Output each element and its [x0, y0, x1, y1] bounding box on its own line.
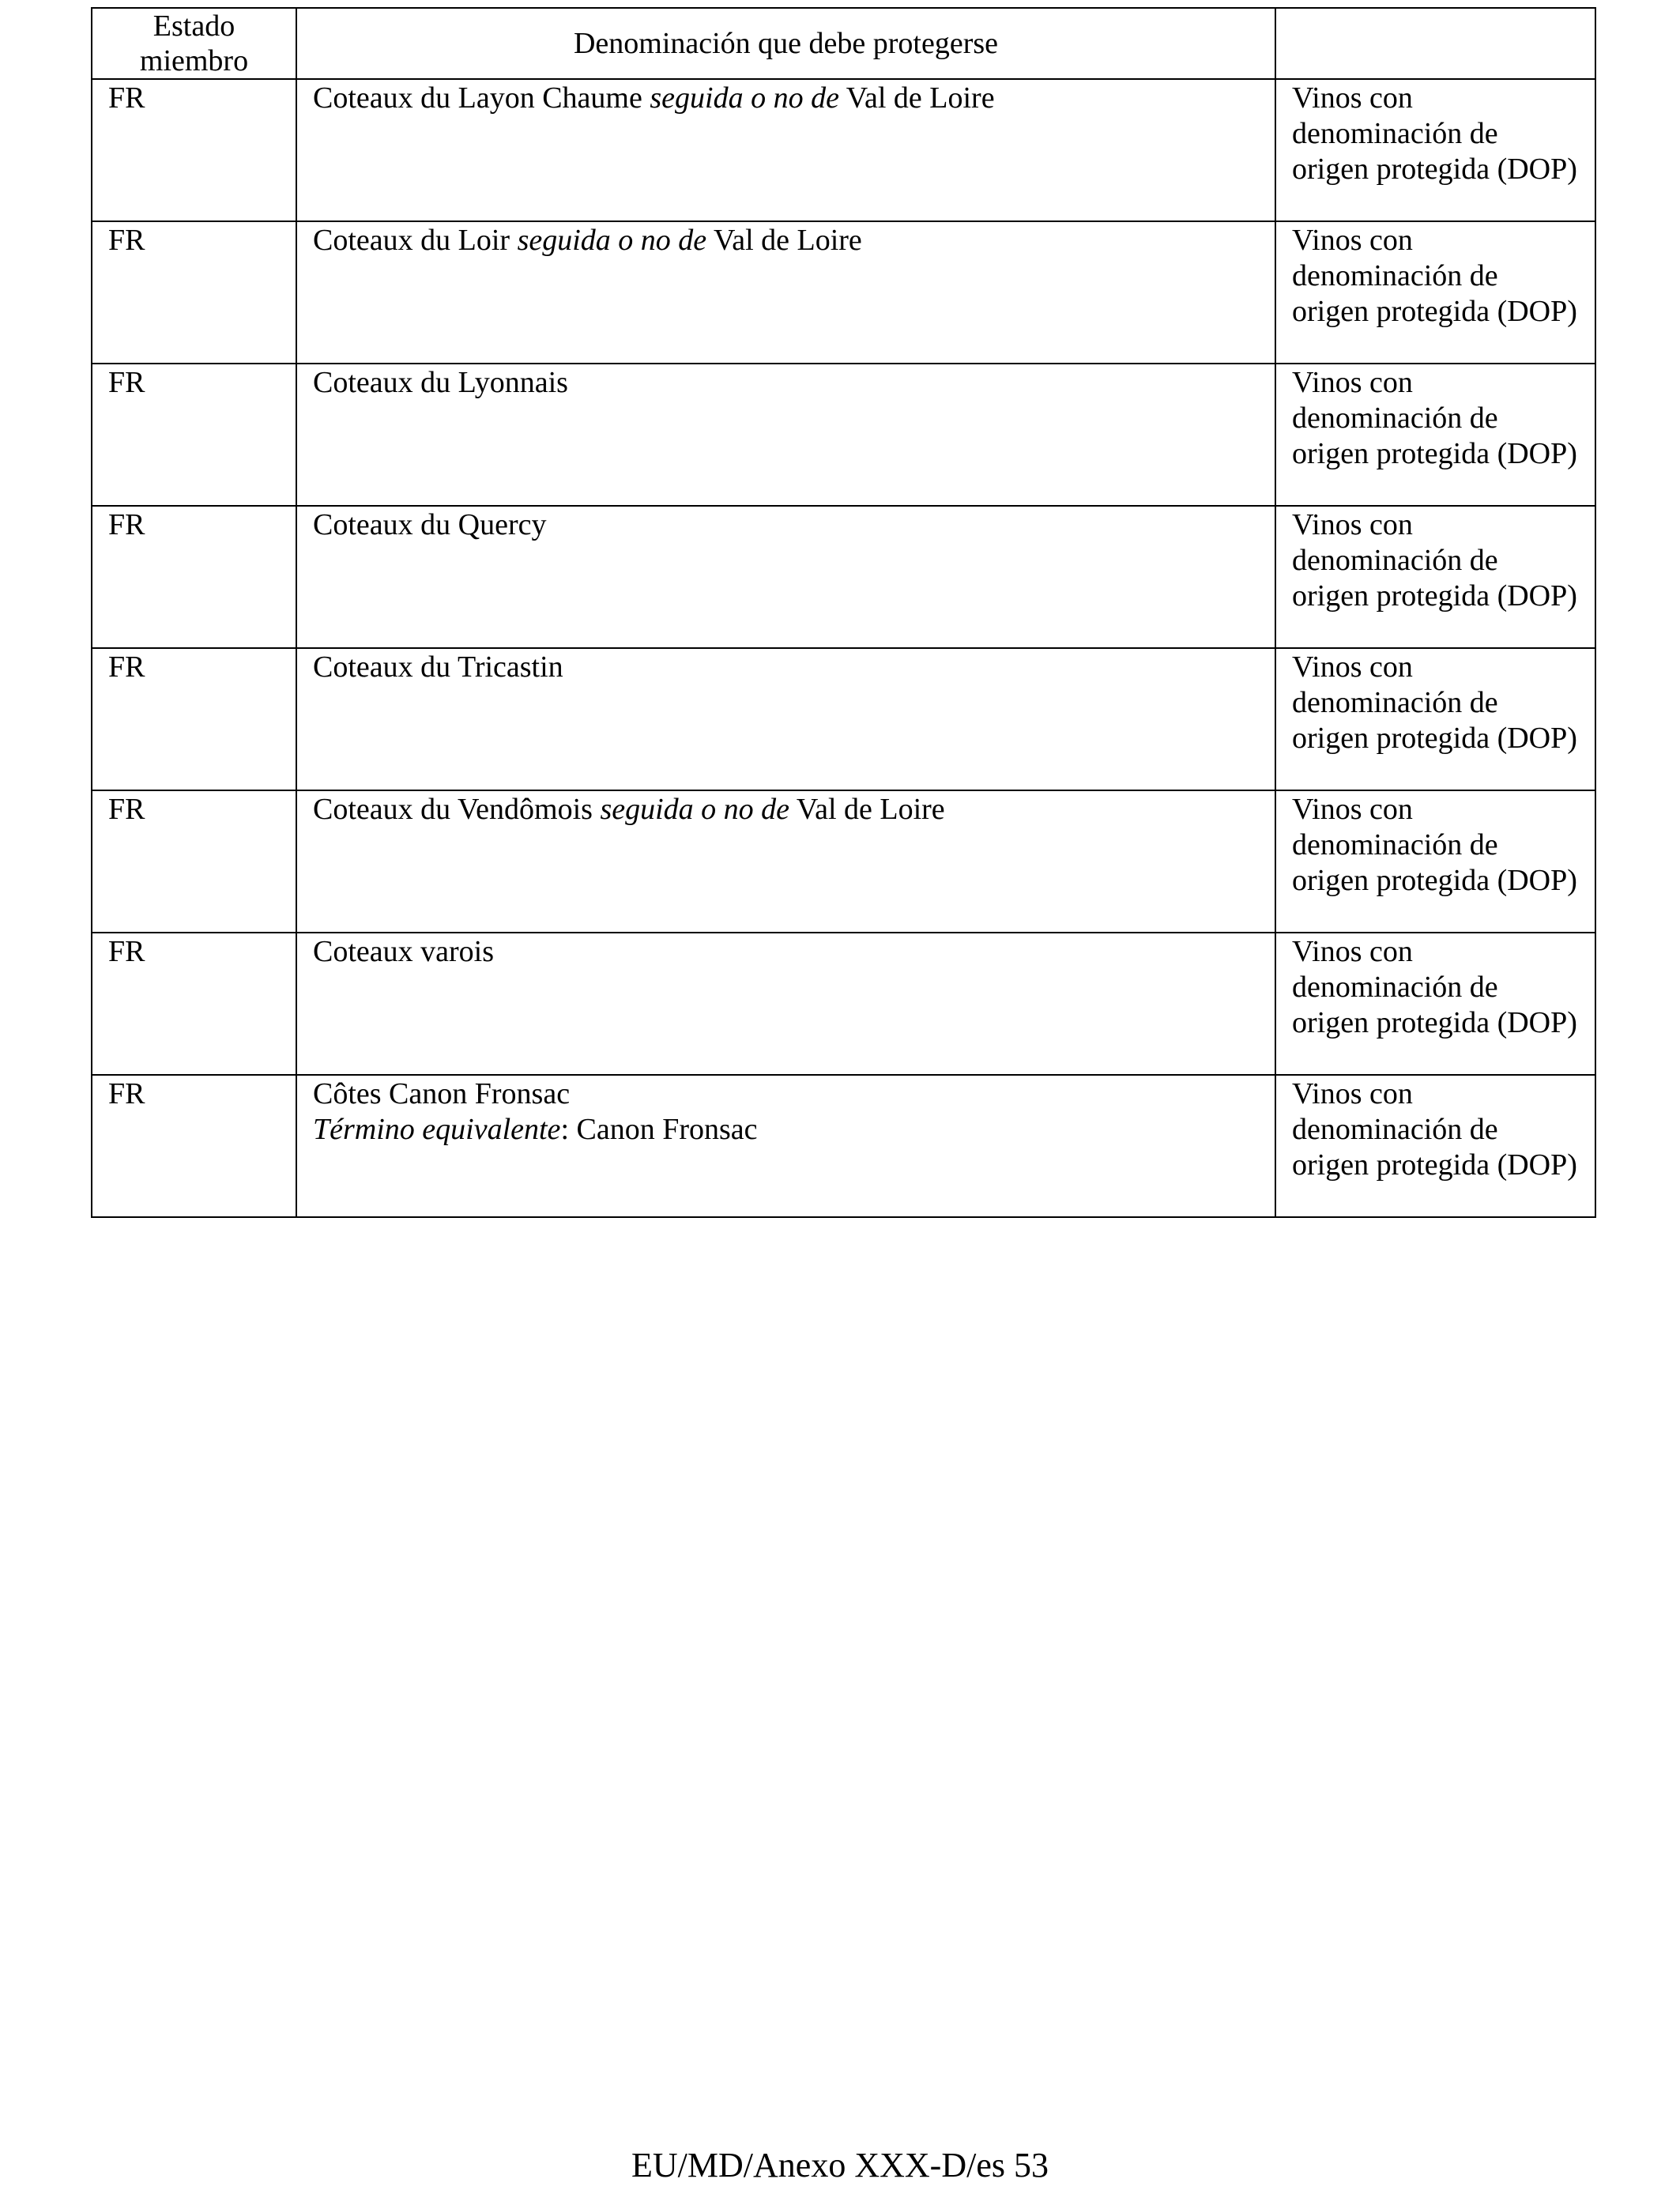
category-text: Vinos con denominación de origen protegida (DOP): [1292, 508, 1577, 613]
cell-state: FR: [92, 506, 296, 648]
equivalent-term-label: Término equivalente: [313, 1113, 561, 1146]
page-footer-reference: EU/MD/Anexo XXX-D/es 53: [631, 2146, 1049, 2185]
suffix-text: Val de Loire: [846, 81, 995, 115]
name-text: Coteaux varois: [313, 935, 495, 968]
cell-category: [1275, 506, 1595, 648]
table-row: [92, 79, 1595, 221]
cell-state: FR: [92, 648, 296, 790]
suffix-text: Val de Loire: [713, 224, 862, 257]
name-text: Coteaux du Quercy: [313, 508, 547, 541]
name-text: Coteaux du Lyonnais: [313, 366, 568, 399]
cell-name: [296, 506, 1275, 648]
category-text: Vinos con denominación de origen protegida (DOP): [1292, 224, 1577, 328]
category-text: Vinos con denominación de origen protegida (DOP): [1292, 1077, 1577, 1182]
category-text: Vinos con denominación de origen protegida (DOP): [1292, 366, 1577, 470]
cell-category: [1275, 933, 1595, 1075]
cell-name: [296, 648, 1275, 790]
name-text: Coteaux du Vendômois: [313, 793, 593, 826]
name-text: Coteaux du Layon Chaume: [313, 81, 642, 115]
table-row: [92, 506, 1595, 648]
category-text: Vinos con denominación de origen protegida (DOP): [1292, 650, 1577, 755]
cell-name: [296, 79, 1275, 221]
cell-category: [1275, 790, 1595, 933]
suffix-text: Val de Loire: [796, 793, 945, 826]
name-text: Coteaux du Loir: [313, 224, 510, 257]
cell-name: [296, 221, 1275, 364]
cell-category: [1275, 1075, 1595, 1217]
table-row: [92, 221, 1595, 364]
cell-state: FR: [92, 79, 296, 221]
table-row: [92, 648, 1595, 790]
header-protected-name: Denominación que debe protegerse: [296, 8, 1275, 79]
table-header-row: [92, 8, 1595, 79]
cell-category: [1275, 79, 1595, 221]
qualifier-text: seguida o no de: [650, 81, 839, 115]
name-text: Coteaux du Tricastin: [313, 650, 563, 684]
header-member-state: Estado miembro: [92, 8, 296, 79]
category-text: Vinos con denominación de origen protegida (DOP): [1292, 935, 1577, 1039]
cell-name: [296, 364, 1275, 506]
cell-category: [1275, 364, 1595, 506]
cell-name: [296, 1075, 1275, 1217]
table-row: [92, 790, 1595, 933]
appellations-table: [91, 7, 1596, 1218]
table-row: [92, 1075, 1595, 1217]
table-row: [92, 364, 1595, 506]
cell-state: FR: [92, 1075, 296, 1217]
equivalent-term-line: Término equivalente: Canon Fronsac: [313, 1113, 758, 1146]
header-category: [1275, 8, 1595, 79]
cell-category: [1275, 648, 1595, 790]
qualifier-text: seguida o no de: [517, 224, 707, 257]
category-text: Vinos con denominación de origen protegida (DOP): [1292, 81, 1577, 186]
qualifier-text: seguida o no de: [600, 793, 790, 826]
cell-name: [296, 933, 1275, 1075]
cell-category: [1275, 221, 1595, 364]
cell-name: [296, 790, 1275, 933]
cell-state: FR: [92, 933, 296, 1075]
cell-state: FR: [92, 221, 296, 364]
cell-state: FR: [92, 790, 296, 933]
category-text: Vinos con denominación de origen protegida (DOP): [1292, 793, 1577, 897]
equivalent-term-value: Canon Fronsac: [576, 1113, 758, 1146]
cell-state: FR: [92, 364, 296, 506]
name-text: Côtes Canon Fronsac: [313, 1077, 571, 1110]
table-row: [92, 933, 1595, 1075]
